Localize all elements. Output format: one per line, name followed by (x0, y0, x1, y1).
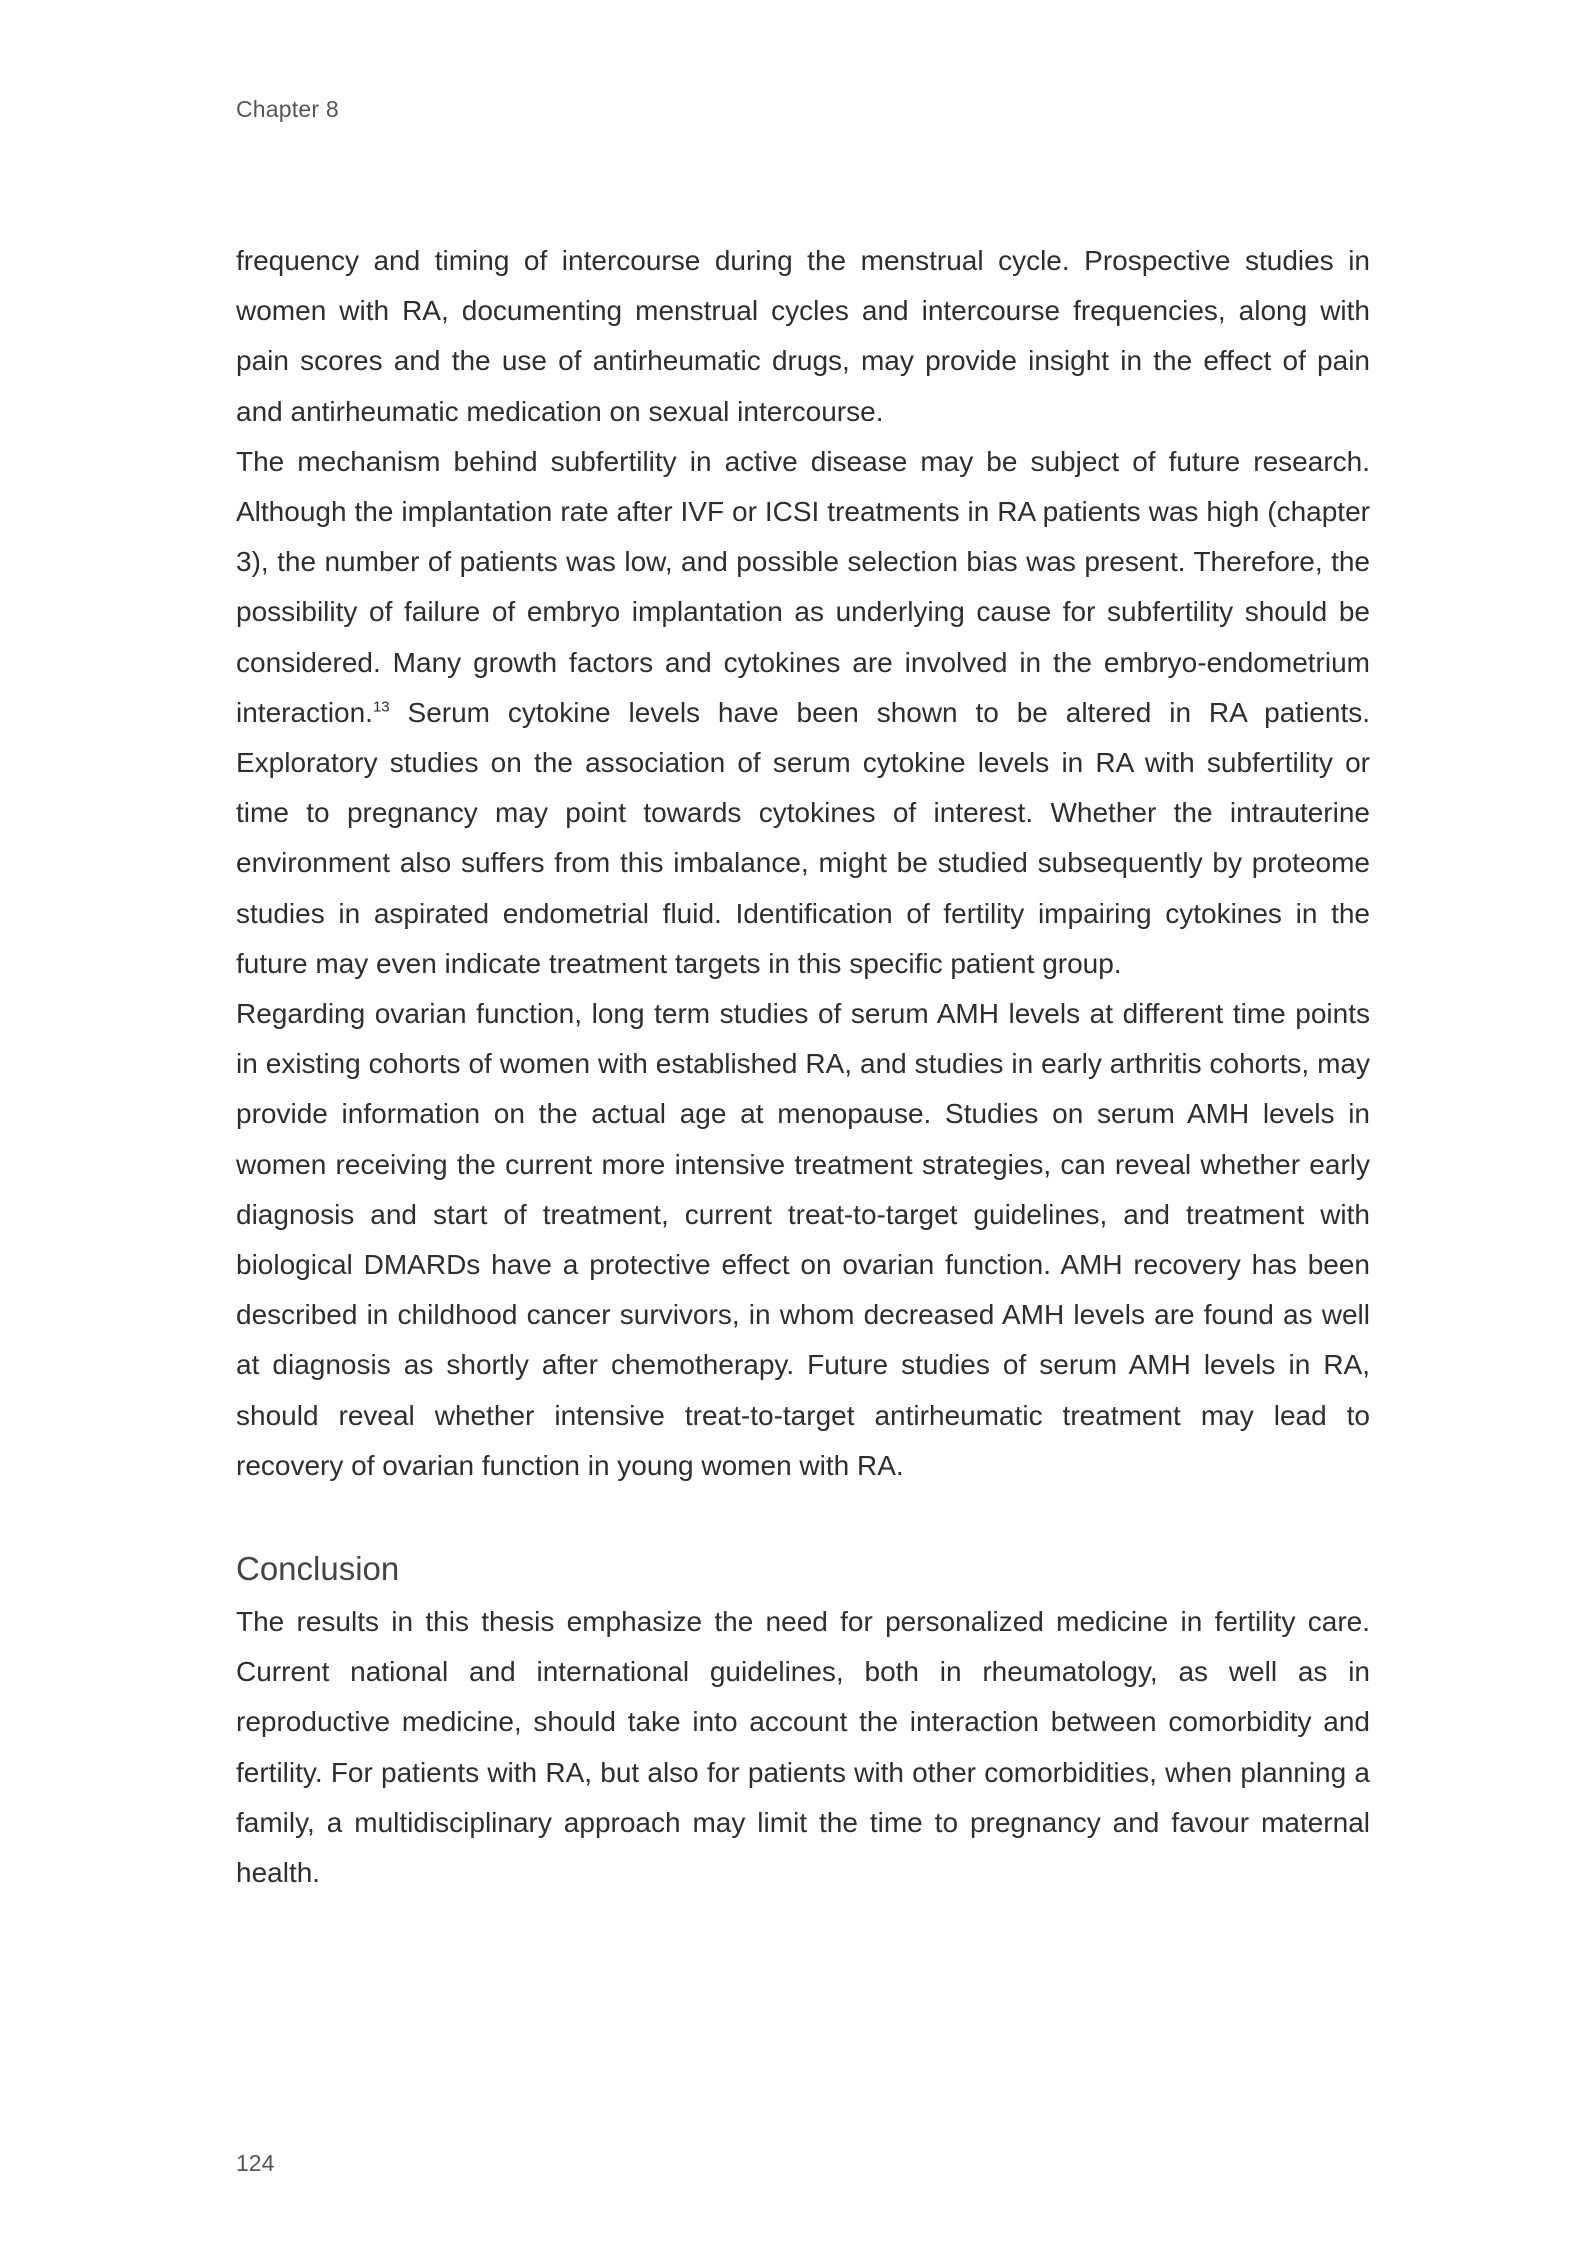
conclusion-heading: Conclusion (236, 1550, 400, 1588)
page-number: 124 (236, 2150, 275, 2176)
running-head: Chapter 8 (236, 96, 339, 122)
paragraph-text-after-reference: Serum cytokine levels have been shown to be altered in RA patients. Exploratory studies on the association of serum cytokine levels in RA with subfertility or time to pregnancy may point towards cytokines of interest. Whether the intrauterine environment also suffers from this imbalance, might be studied subsequently by proteome studies in aspirated endometrial fluid. Identification of fertility impairing cytokines in the future may even indicate treatment targets in this specific patient group. (236, 696, 1370, 979)
reference-superscript: 13 (372, 698, 390, 716)
paragraph-pain-intercourse: frequency and timing of intercourse during the menstrual cycle. Prospective studies in women with RA, documenting menstrual cycles and intercourse frequencies, along with pain scores and the use of antirheumatic drugs, may provide insight in the effect of pain and antirheumatic medication on sexual intercourse. (236, 245, 1370, 427)
paragraph-text-before-reference: The mechanism behind subfertility in active disease may be subject of future research. Although the implantation rate after IVF or ICSI treatments in RA patients was high (chapter 3), the number of patients was low, and possible selection bias was present. Therefore, the possibility of failure of embryo implantation as underlying cause for subfertility should be considered. Many growth factors and cytokines are involved in the embryo-endometrium interaction. (236, 445, 1370, 728)
paragraph-subfertility-mechanism (236, 437, 1370, 989)
body-text (236, 236, 1370, 1898)
conclusion-paragraph: The results in this thesis emphasize the need for personalized medicine in fertility care. Current national and international guidelines, both in rheumatology, as well as in reproductive medicine, should take into account the interaction between comorbidity and fertility. For patients with RA, but also for patients with other comorbidities, when planning a family, a multidisciplinary approach may limit the time to pregnancy and favour maternal health. (236, 1606, 1370, 1889)
paragraph-ovarian-function: Regarding ovarian function, long term studies of serum AMH levels at different time points in existing cohorts of women with established RA, and studies in early arthritis cohorts, may provide information on the actual age at menopause. Studies on serum AMH levels in women receiving the current more intensive treatment strategies, can reveal whether early diagnosis and start of treatment, current treat-to-target guidelines, and treatment with biological DMARDs have a protective effect on ovarian function. AMH recovery has been described in childhood cancer survivors, in whom decreased AMH levels are found as well at diagnosis as shortly after chemotherapy. Future studies of serum AMH levels in RA, should reveal whether intensive treat-to-target antirheumatic treatment may lead to recovery of ovarian function in young women with RA. (236, 998, 1370, 1481)
